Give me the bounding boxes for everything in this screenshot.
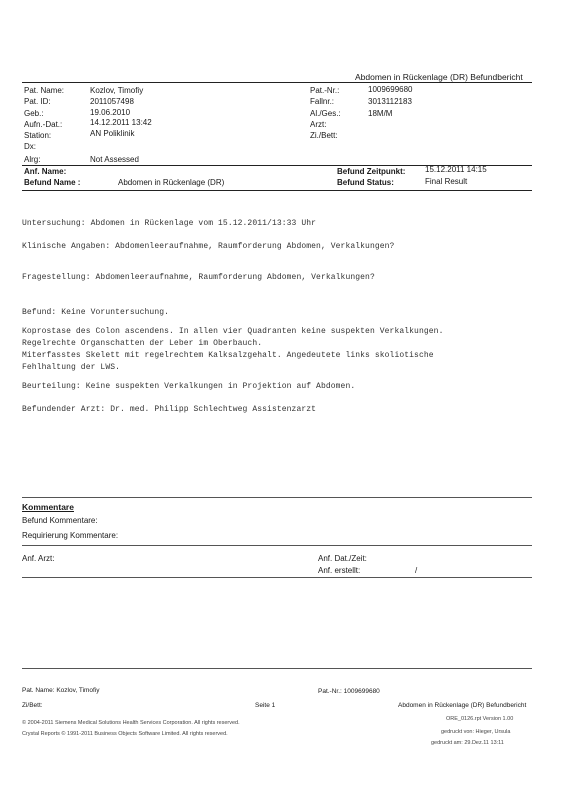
pat-nr-label: Pat.-Nr.: <box>310 86 340 95</box>
pat-id-value: 2011057498 <box>90 97 134 106</box>
befund-rule <box>22 190 532 191</box>
anf-erstellt-label: Anf. erstellt: <box>318 566 361 575</box>
untersuchung-text: Untersuchung: Abdomen in Rückenlage vom 15.12.2011/13:33 Uhr <box>22 219 317 228</box>
pat-nr-value: 1009699680 <box>368 85 413 94</box>
befund-name-label: Befund Name : <box>24 178 81 187</box>
requirierung-kommentare-label: Requirierung Kommentare: <box>22 531 119 540</box>
station-value: AN Poliklinik <box>90 129 135 138</box>
footer-report-title: Abdomen in Rückenlage (DR) Befundbericht <box>398 702 527 709</box>
comments-bottom-rule <box>22 577 532 578</box>
alrg-value: Not Assessed <box>90 155 139 164</box>
anf-arzt-label: Anf. Arzt: <box>22 554 55 563</box>
kommentare-title: Kommentare <box>22 502 74 512</box>
status-label: Befund Status: <box>337 178 394 187</box>
geb-label: Geb.: <box>24 109 44 118</box>
fallnr-label: Fallnr.: <box>310 97 335 106</box>
footer-printed-by: gedruckt von: Hieger, Ursula <box>441 729 511 735</box>
zeitpunkt-value: 15.12.2011 14:15 <box>425 165 487 174</box>
pat-id-label: Pat. ID: <box>24 97 51 106</box>
zeitpunkt-label: Befund Zeitpunkt: <box>337 167 406 176</box>
anf-name-label: Anf. Name: <box>24 167 67 176</box>
aufn-dat-value: 14.12.2011 13:42 <box>90 118 152 127</box>
footer-version: ORE_0126.rpt Version 1.00 <box>446 716 514 722</box>
alges-value: 18M/M <box>368 109 393 118</box>
arzt-label: Arzt: <box>310 120 327 129</box>
alges-label: Al./Ges.: <box>310 109 341 118</box>
header-rule <box>22 82 532 83</box>
anf-erstellt-slash: / <box>415 566 418 575</box>
footer-pat-nr: Pat.-Nr.: 1009699680 <box>318 688 380 695</box>
kommentare-rule <box>22 497 532 498</box>
footer-rule <box>22 668 532 669</box>
pat-name-label: Pat. Name: <box>24 86 65 95</box>
geb-value: 19.06.2010 <box>90 108 131 117</box>
finding-line: Miterfasstes Skelett mit regelrechtem Kalksalzgehalt. Angedeutete links skoliotische <box>22 351 434 360</box>
footer-pat-name: Pat. Name: Kozlov, Timofiy <box>22 687 100 694</box>
befundender-arzt-text: Befundender Arzt: Dr. med. Philipp Schlechtweg Assistenzarzt <box>22 405 317 414</box>
fallnr-value: 3013112183 <box>368 97 412 106</box>
station-label: Station: <box>24 131 52 140</box>
footer-printed-at: gedruckt am: 29.Dez.11 13:11 <box>431 740 504 746</box>
status-value: Final Result <box>425 177 468 186</box>
finding-line: Regelrechte Organschatten der Leber im Oberbauch. <box>22 339 263 348</box>
footer-zibett: Zi/Bett: <box>22 702 43 709</box>
beurteilung-text: Beurteilung: Keine suspekten Verkalkungen in Projektion auf Abdomen. <box>22 382 356 391</box>
anf-datzeit-label: Anf. Dat./Zeit: <box>318 554 367 563</box>
befund-text: Befund: Keine Voruntersuchung. <box>22 308 170 317</box>
arzt-rule <box>22 545 532 546</box>
zibett-label: Zi./Bett: <box>310 131 338 140</box>
befund-kommentare-label: Befund Kommentare: <box>22 516 98 525</box>
alrg-label: Alrg: <box>24 155 41 164</box>
finding-line: Fehlhaltung der LWS. <box>22 363 121 372</box>
klinische-angaben-text: Klinische Angaben: Abdomenleeraufnahme, Raumforderung Abdomen, Verkalkungen? <box>22 242 395 251</box>
footer-page-number: Seite 1 <box>255 702 276 709</box>
footer-copyright-siemens: © 2004-2011 Siemens Medical Solutions Health Services Corporation. All rights reserved. <box>22 720 240 726</box>
report-title: Abdomen in Rückenlage (DR) Befundbericht <box>355 72 523 82</box>
dx-label: Dx: <box>24 142 36 151</box>
aufn-dat-label: Aufn.-Dat.: <box>24 120 63 129</box>
footer-copyright-crystal: Crystal Reports © 1991-2011 Business Objects Software Limited. All rights reserved. <box>22 731 228 737</box>
finding-line: Koprostase des Colon ascendens. In allen vier Quadranten keine suspekten Verkalkungen. <box>22 327 444 336</box>
pat-name-value: Kozlov, Timofiy <box>90 86 144 95</box>
fragestellung-text: Fragestellung: Abdomenleeraufnahme, Raumforderung Abdomen, Verkalkungen? <box>22 273 375 282</box>
befund-name-value: Abdomen in Rückenlage (DR) <box>118 178 225 187</box>
